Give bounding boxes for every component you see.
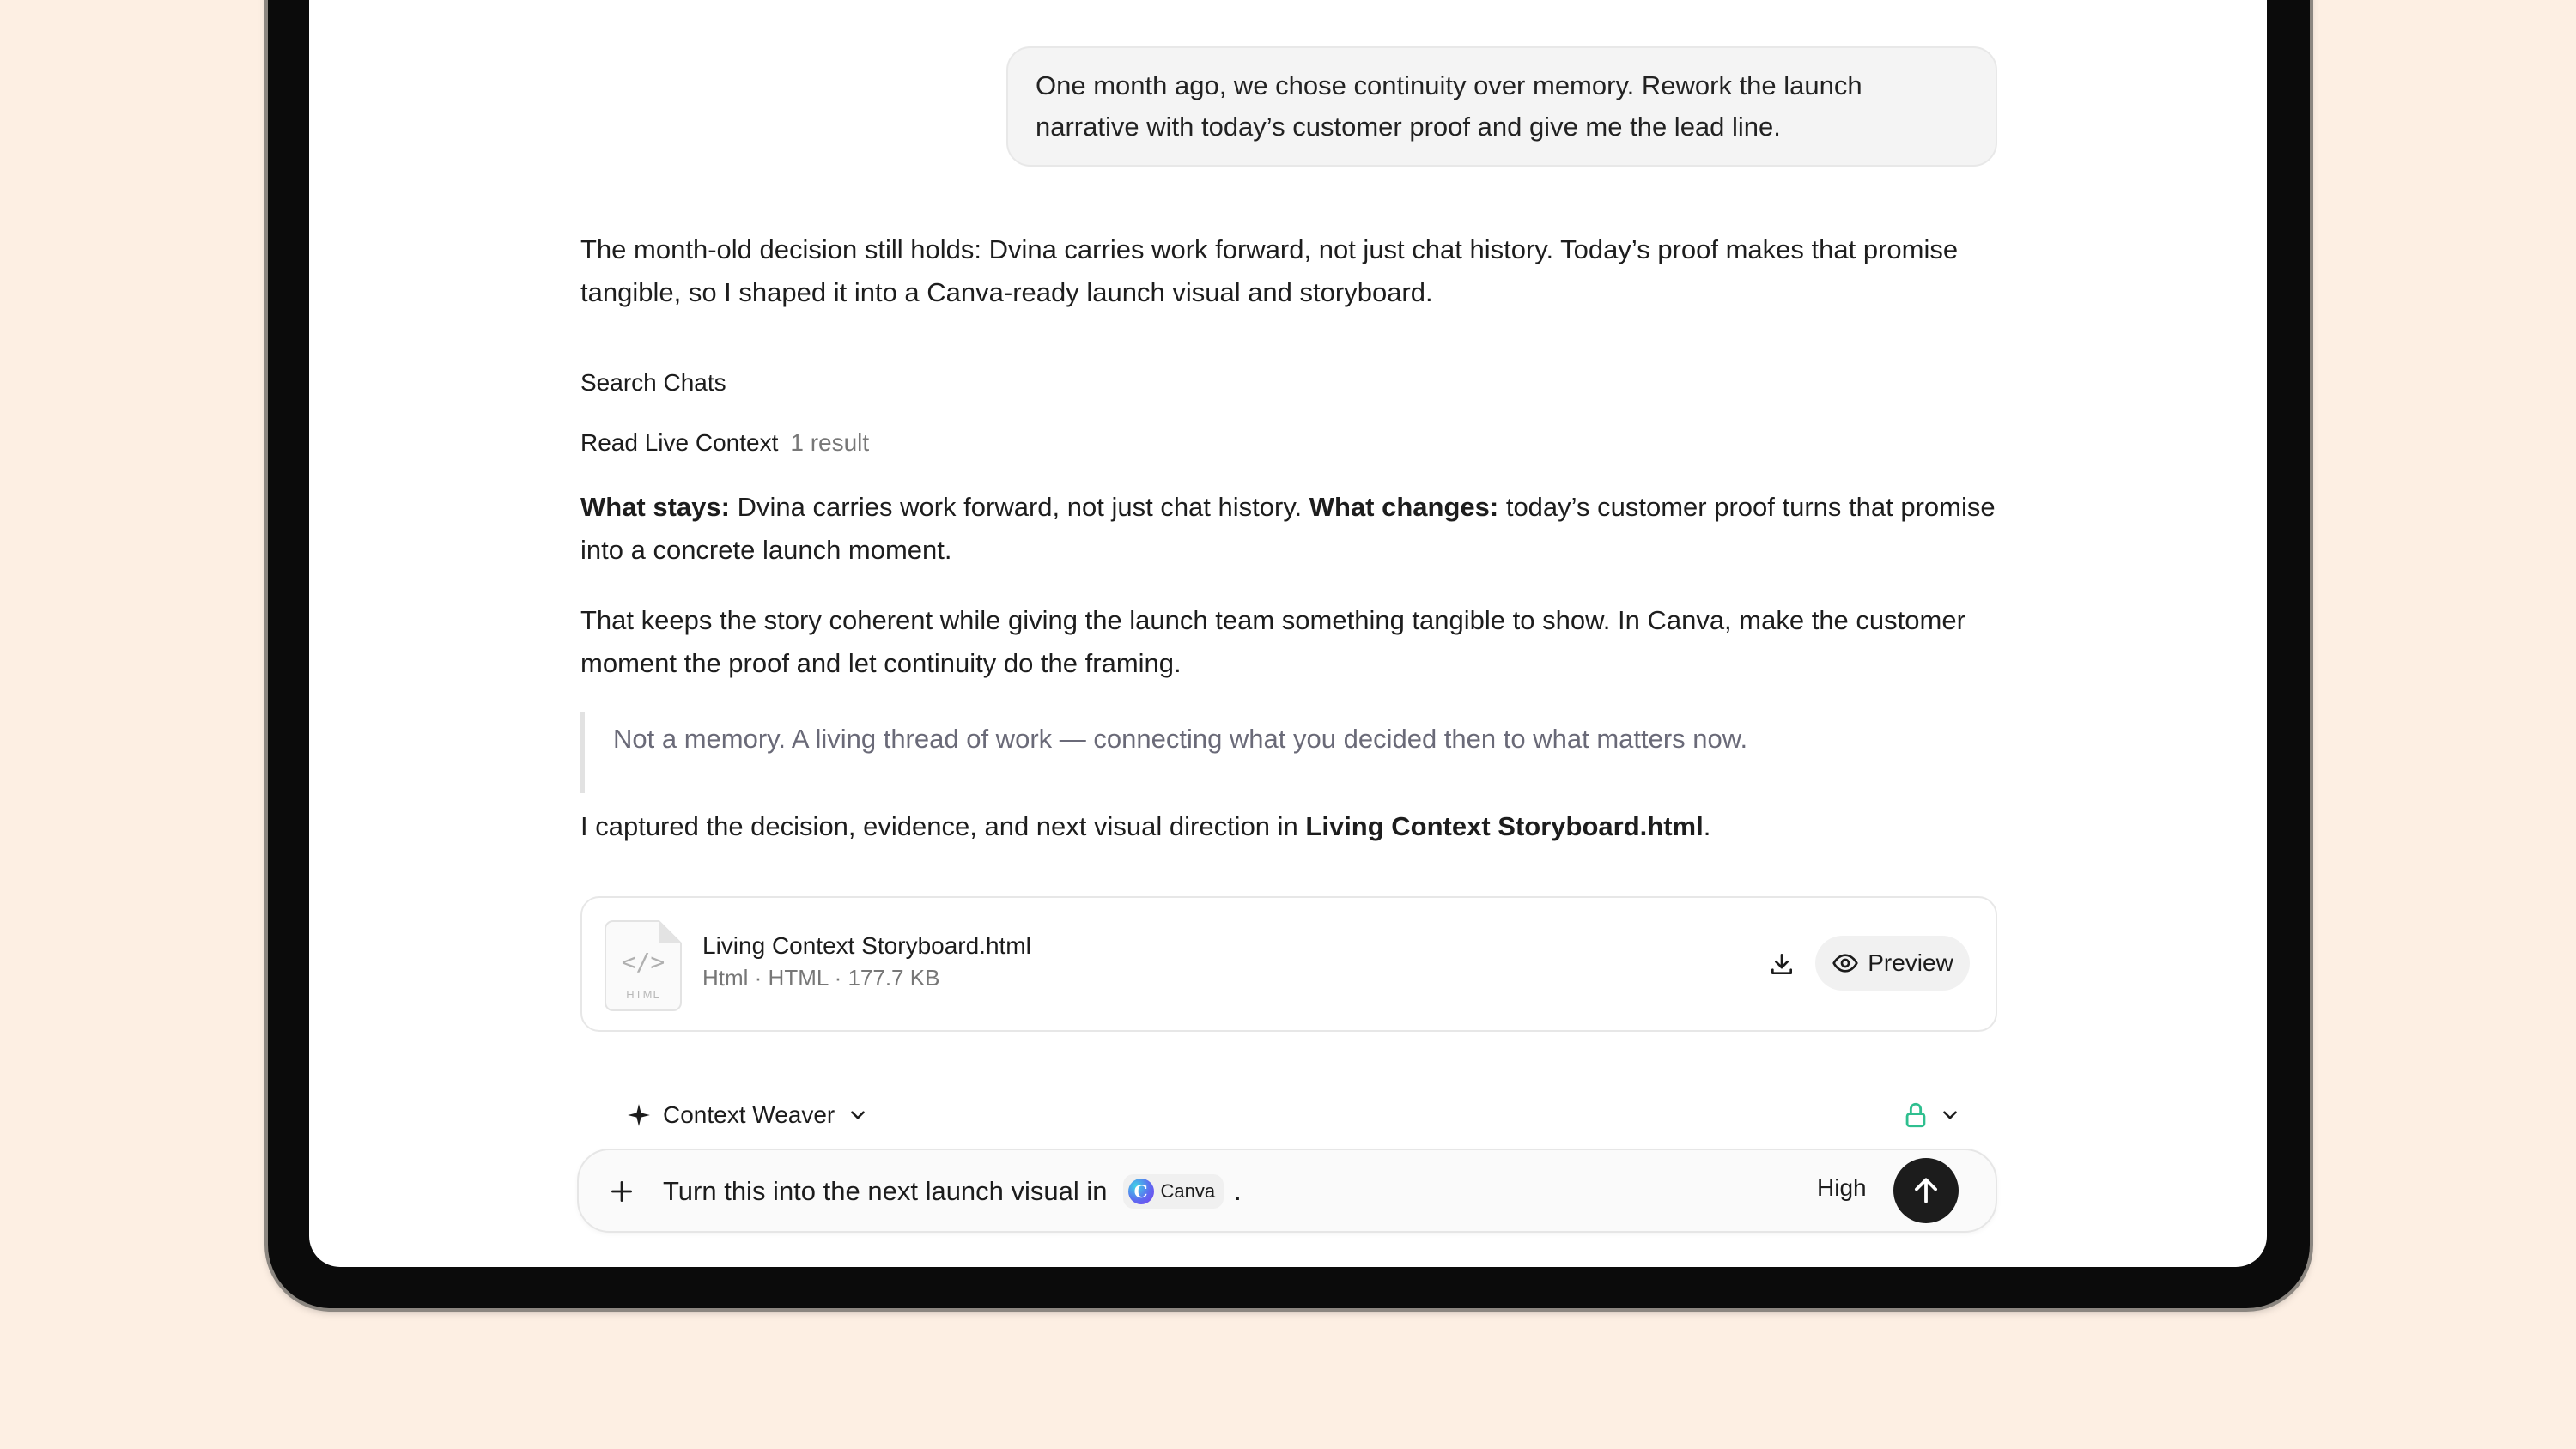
download-button[interactable] [1760,943,1803,985]
changes-text: today’s customer proof turns that promise into a concrete launch moment. [580,492,1996,565]
send-button[interactable] [1893,1158,1959,1223]
message-input-suffix: . [1234,1176,1242,1206]
tool-call-label: Read Live Context [580,429,779,456]
user-message-bubble: One month ago, we chose continuity over memory. Rework the launch narrative with today’s customer proof and give me the lead line. [1006,46,1997,167]
captured-file-name: Living Context Storyboard.html [1305,811,1704,841]
captured-prefix: I captured the decision, evidence, and next visual direction in [580,811,1306,841]
canva-logo-icon: C [1128,1179,1154,1204]
message-composer[interactable] [577,1149,1997,1233]
lock-icon [1901,1100,1930,1130]
changes-label: What changes: [1309,492,1499,522]
html-file-icon [605,920,682,1011]
agent-name: Context Weaver [663,1101,835,1128]
preview-button[interactable] [1815,936,1970,991]
message-input[interactable] [663,1171,1242,1212]
assistant-intro: The month-old decision still holds: Dvina carries work forward, not just chat history. Today’s proof makes that promise tangible, so I shaped it into a Canva-ready launch visual and storyboard. [580,234,1959,307]
chevron-down-icon [847,1104,869,1126]
chat-screen [309,0,2267,1267]
assistant-captured [580,805,1997,848]
stays-text: Dvina carries work forward, not just chat history. [729,492,1309,522]
canva-mention-chip[interactable] [1123,1174,1224,1209]
tool-call-search-chats[interactable] [580,369,726,397]
add-attachment-button[interactable] [603,1173,641,1210]
download-icon [1768,950,1795,978]
file-ext-label: HTML [626,988,660,1001]
assistant-stays-changes [580,486,1997,572]
message-input-text: Turn this into the next launch visual in [663,1176,1108,1206]
privacy-selector[interactable] [1901,1094,1961,1137]
lead-line-quote: Not a memory. A living thread of work — connecting what you decided then to what matters now. [580,712,1997,793]
file-name: Living Context Storyboard.html [702,932,1031,959]
sparkle-icon [627,1103,651,1127]
plus-icon [608,1178,635,1205]
code-glyph: </> [621,948,665,976]
eye-icon [1832,949,1859,977]
captured-suffix: . [1703,811,1711,841]
file-meta: Html · HTML · 177.7 KB [702,965,940,991]
tool-call-read-live-context[interactable] [580,429,869,457]
tool-call-result-count: 1 result [790,429,870,456]
effort-selector[interactable]: High [1817,1174,1867,1201]
tool-call-label: Search Chats [580,369,726,396]
canva-chip-label: Canva [1160,1180,1216,1202]
stays-label: What stays: [580,492,730,522]
composer-toolbar [580,1094,1997,1137]
file-attachment-card[interactable] [580,896,1997,1032]
assistant-coherence: That keeps the story coherent while giving the launch team something tangible to show. In Canva, make the customer moment the proof and let continuity do the framing. [580,605,1965,678]
agent-selector[interactable] [627,1094,869,1137]
arrow-up-icon [1910,1174,1942,1207]
file-fold [659,920,682,943]
preview-label: Preview [1868,949,1953,976]
chevron-down-icon [1939,1104,1961,1126]
